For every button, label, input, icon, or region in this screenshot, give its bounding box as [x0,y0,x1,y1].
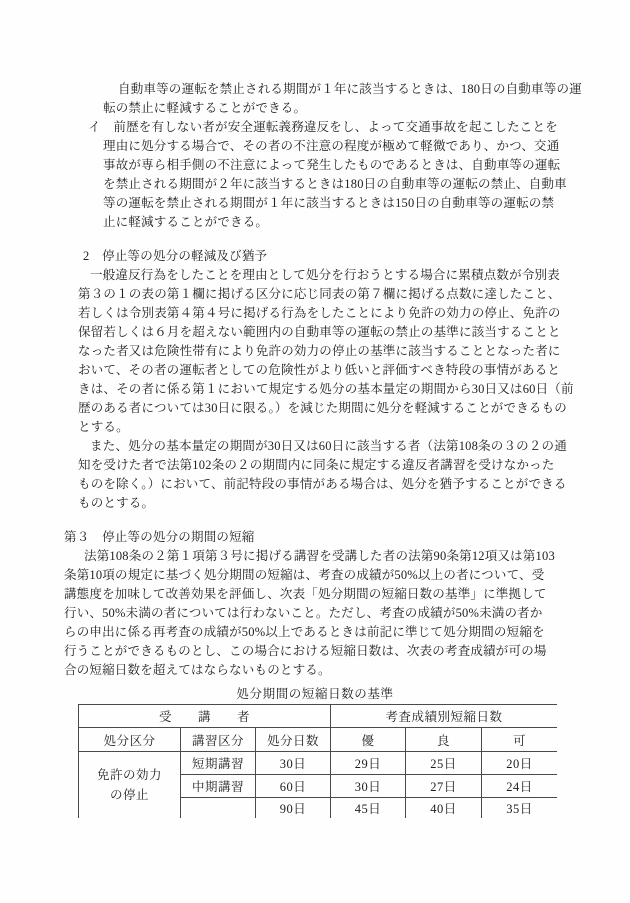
text-line: ものとする。 [78,496,155,510]
text-line: 知を受けた者で法第102条の２の期間内に同条に規定する違反者講習を受けなかった [78,458,555,472]
text-line: 自動車等の運転を禁止される期間が１年に該当するときは、180日の自動車等の運 [118,82,582,96]
table-header-row [79,728,558,752]
text-line: なった者又は危険性帯有により免許の効力の停止の基準に該当することとなった者に [78,344,561,358]
cell-course: 中期講習 [181,775,256,798]
cell-ka: 35日 [482,798,558,819]
cell-line: 免許の効力 [96,768,162,782]
group-header-jukosha: 受 講 者 [79,705,331,728]
cell-shobun-kubun [79,752,181,819]
text-line: おいて、その者の運転者としての危険性がより低いと評価すべき特段の事情があると [78,363,561,377]
text-line: 行うことができるものとし、この場合における短縮日数は、次表の考査成績が可の場 [64,644,547,658]
text-line: 事故が専ら相手側の不注意によって発生したものであるときは、自動車等の運転 [103,158,561,172]
table-group-header-row [79,705,558,728]
cell-yu: 30日 [331,775,406,798]
col-header-ryo: 良 [406,728,482,752]
text-line: を禁止される期間が２年に該当するときは180日の自動車等の運転の禁止、自動車 [103,177,567,191]
cell-ryo: 25日 [406,752,482,775]
col-header-yu: 優 [331,728,406,752]
text-line: 法第108条の２第１項第３号に掲げる講習を受講した者の法第90条第12項又は第103 [84,549,555,563]
text-line: ものを除く。）において、前記特段の事情がある場合は、処分を猶予することができる [78,477,567,491]
cell-ka: 24日 [482,775,558,798]
text-line: 歴のある者については30日に限る。）を減じた期間に処分を軽減することができるもの [78,401,568,415]
table-row [79,752,558,775]
text-line: 理由に処分する場合で、その者の不注意の程度が極めて軽微であり、かつ、交通 [103,139,560,153]
col-header-shobun-nissu: 処分日数 [256,728,331,752]
cell-ryo: 40日 [406,798,482,819]
cell-course: 短期講習 [181,752,256,775]
text-line: 合の短縮日数を超えてはならないものとする。 [64,663,331,677]
text-line: 講態度を加味して改善効果を評価し、次表「処分期間の短縮日数の基準」に準拠して [64,587,547,601]
section-heading-3: 第３ 停止等の処分の期間の短縮 [64,530,255,544]
cell-days: 90日 [256,798,331,819]
cell-course [181,798,256,819]
cell-days: 60日 [256,775,331,798]
cell-ka: 20日 [482,752,558,775]
reduction-days-table [78,704,557,818]
text-line: 行い、50%未満の者については行わないこと。ただし、考査の成績が50%未満の者か [64,606,543,620]
text-line: 第３の１の表の第１欄に掲げる区分に応じ同表の第７欄に掲げる点数に達したこと、 [78,287,561,301]
group-header-kosaseiseki: 考査成績別短縮日数 [331,705,558,728]
section-heading-2: 2 停止等の処分の軽減及び猶予 [83,249,268,263]
cell-line: の停止 [109,788,149,802]
cell-yu: 45日 [331,798,406,819]
cell-yu: 29日 [331,752,406,775]
text-line: 止に軽減することができる。 [103,215,269,229]
col-header-ka: 可 [482,728,558,752]
text-line: とする。 [78,420,129,434]
col-header-koshu-kubun: 講習区分 [181,728,256,752]
text-line: また、処分の基本量定の期間が30日又は60日に該当する者（法第108条の３の２の通 [90,439,567,453]
col-header-shobun-kubun: 処分区分 [79,728,181,752]
text-line: 一般違反行為をしたことを理由として処分を行おうとする場合に累積点数が令別表 [90,268,560,282]
cell-ryo: 27日 [406,775,482,798]
text-line: 転の禁止に軽減することができる。 [103,101,307,115]
text-line: きは、その者に係る第１において規定する処分の基本量定の期間から30日又は60日（前 [78,382,574,396]
list-item-i: イ 前歴を有しない者が安全運転義務違反をし、よって交通事故を起こしたことを [88,120,558,134]
text-line: 条第10項の規定に基づく処分期間の短縮は、考査の成績が50%以上の者について、受 [64,568,545,582]
text-line: 等の運転を禁止される期間が１年に該当するときは150日の自動車等の運転の禁 [103,196,555,210]
text-line: らの申出に係る再考査の成績が50%以上であるときは前記に準じて処分期間の短縮を [64,625,545,639]
text-line: 保留若しくは６月を超えない範囲内の自動車等の運転の禁止の基準に該当することと [78,325,561,339]
table-title: 処分期間の短縮日数の基準 [236,687,394,701]
text-line: 若しくは令別表第４第４号に掲げる行為をしたことにより免許の効力の停止、免許の [78,306,561,320]
cell-days: 30日 [256,752,331,775]
